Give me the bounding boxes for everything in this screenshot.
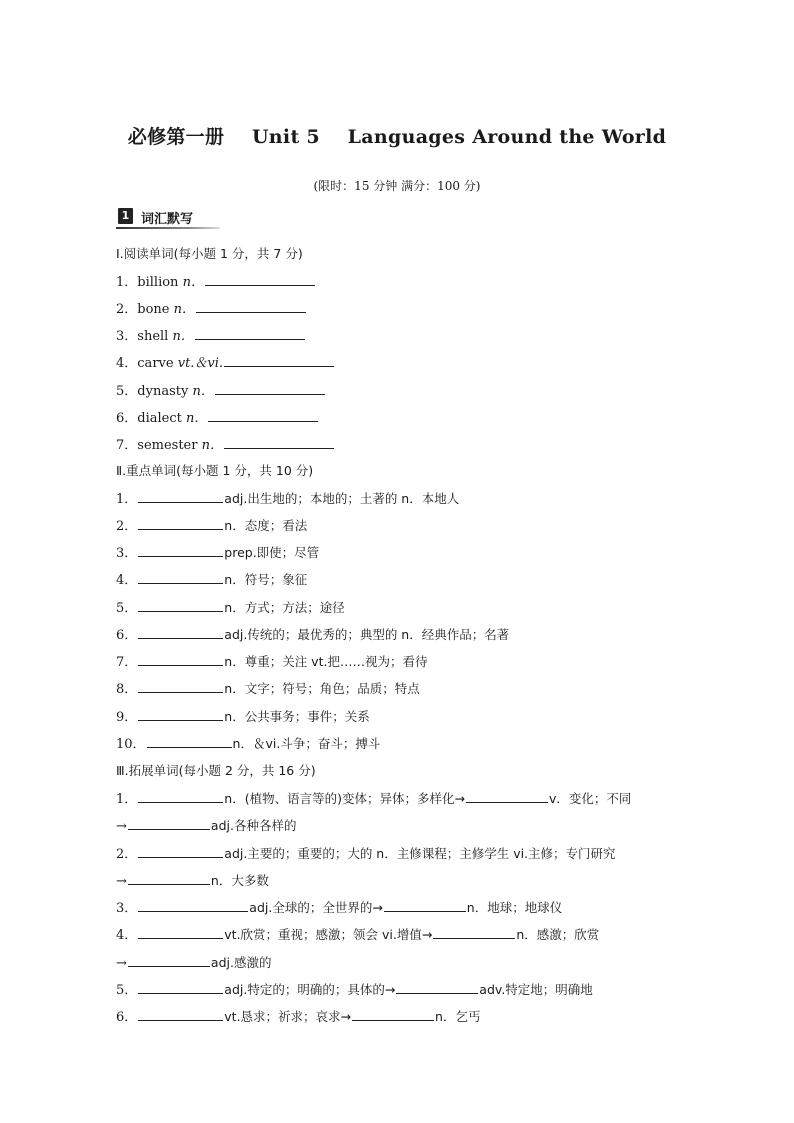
answer-blank[interactable]: [138, 844, 223, 858]
answer-blank[interactable]: [138, 1007, 223, 1021]
item-number: 1．: [116, 492, 138, 507]
list-item: [116, 353, 335, 373]
item-pos: n．: [201, 438, 223, 453]
item-number: 2．: [116, 847, 138, 862]
answer-blank[interactable]: [128, 816, 210, 830]
item-pos: n．: [182, 275, 204, 290]
list-item: [116, 707, 370, 727]
answer-blank[interactable]: [396, 980, 478, 994]
list-item: [116, 326, 306, 346]
item-number: 1．: [116, 275, 138, 290]
item-definition: adj.感激的: [210, 955, 272, 970]
answer-blank[interactable]: [224, 353, 334, 367]
list-item: [116, 789, 631, 809]
list-item: [116, 625, 509, 645]
answer-blank[interactable]: [138, 598, 223, 612]
item-definition: n．(植物、语言等的)变体；异体；多样化→: [224, 791, 465, 806]
answer-blank[interactable]: [215, 381, 325, 395]
answer-blank[interactable]: [128, 871, 210, 885]
arrow-icon: →: [116, 874, 127, 889]
item-definition: adj.出生地的；本地的；土著的 n．本地人: [224, 491, 460, 506]
item-number: 3．: [116, 901, 138, 916]
item-definition: n．乞丐: [435, 1009, 481, 1024]
item-pos: n．: [192, 384, 214, 399]
item-definition: v．变化；不同: [548, 791, 632, 806]
list-item: [116, 816, 296, 836]
item-definition: adv.特定地；明确地: [479, 982, 593, 997]
list-item: [116, 598, 345, 618]
answer-blank[interactable]: [433, 925, 515, 939]
section-title: 词汇默写: [141, 212, 194, 227]
item-number: 4．: [116, 928, 138, 943]
item-number: 10．: [116, 737, 146, 752]
list-item: [116, 435, 335, 455]
item-definition: adj.特定的；明确的；具体的→: [224, 982, 396, 997]
section-underline: [116, 227, 220, 229]
item-definition: n．大多数: [210, 873, 269, 888]
item-number: 8．: [116, 682, 138, 697]
answer-blank[interactable]: [195, 326, 305, 340]
answer-blank[interactable]: [138, 707, 223, 721]
section-number-badge: 1: [118, 208, 133, 224]
item-number: 4．: [116, 573, 138, 588]
answer-blank[interactable]: [138, 489, 223, 503]
part3-heading: Ⅲ.拓展单词(每小题 2 分，共 16 分): [116, 763, 316, 778]
item-definition: adj.各种各样的: [210, 818, 297, 833]
answer-blank[interactable]: [384, 898, 466, 912]
item-definition: n．符号；象征: [224, 572, 308, 587]
item-number: 3．: [116, 546, 138, 561]
list-item: [116, 652, 427, 672]
item-definition: prep.即使；尽管: [224, 545, 320, 560]
item-number: 3．: [116, 329, 138, 344]
item-number: 5．: [116, 601, 138, 616]
item-pos: n．: [172, 329, 194, 344]
item-number: 6．: [116, 411, 138, 426]
list-item: [116, 272, 316, 292]
list-item: [116, 489, 459, 509]
item-pos: n．: [173, 302, 196, 317]
answer-blank[interactable]: [138, 789, 223, 803]
item-definition: n．＆vi.斗争；奋斗；搏斗: [232, 736, 381, 751]
item-word: billion: [137, 275, 179, 290]
arrow-icon: →: [116, 819, 127, 834]
answer-blank[interactable]: [138, 679, 223, 693]
page-title: 必修第一册 Unit 5 Languages Around the World: [127, 126, 667, 148]
item-word: dynasty: [137, 384, 189, 399]
list-item: [116, 844, 616, 864]
item-number: 1．: [116, 792, 138, 807]
answer-blank[interactable]: [128, 953, 210, 967]
item-number: 6．: [116, 628, 138, 643]
list-item: [116, 543, 319, 563]
item-definition: n．地球；地球仪: [466, 900, 563, 915]
answer-blank[interactable]: [196, 299, 306, 313]
item-definition: n．方式；方法；途径: [224, 600, 345, 615]
answer-blank[interactable]: [138, 543, 223, 557]
time-and-score: (限时：15 分钟 满分：100 分): [313, 179, 481, 193]
list-item: [116, 408, 319, 428]
list-item: [116, 734, 380, 754]
item-definition: n．尊重；关注 vt.把……视为；看待: [224, 654, 428, 669]
list-item: [116, 570, 307, 590]
list-item: [116, 953, 271, 973]
list-item: [116, 381, 326, 401]
answer-blank[interactable]: [138, 980, 223, 994]
item-word: shell: [137, 329, 169, 344]
item-number: 7．: [116, 655, 138, 670]
list-item: [116, 516, 307, 536]
item-pos: vt.＆vi.: [177, 356, 224, 371]
item-number: 7．: [116, 438, 138, 453]
list-item: [116, 871, 269, 891]
arrow-icon: →: [116, 956, 127, 971]
list-item: [116, 1007, 480, 1027]
item-number: 4．: [116, 356, 138, 371]
item-definition: adj.全球的；全世界的→: [249, 900, 383, 915]
part1-heading: Ⅰ.阅读单词(每小题 1 分，共 7 分): [116, 246, 303, 261]
item-number: 2．: [116, 302, 138, 317]
item-definition: vt.欣赏；重视；感激；领会 vi.增值→: [224, 927, 433, 942]
item-number: 5．: [116, 983, 138, 998]
list-item: [116, 925, 599, 945]
item-definition: adj.主要的；重要的；大的 n．主修课程；主修学生 vi.主修；专门研究: [224, 846, 616, 861]
section-header: [116, 205, 220, 229]
list-item: [116, 679, 420, 699]
item-definition: n．态度；看法: [224, 518, 308, 533]
list-item: [116, 299, 307, 319]
item-definition: n．文字；符号；角色；品质；特点: [224, 681, 420, 696]
answer-blank[interactable]: [138, 570, 223, 584]
item-number: 2．: [116, 519, 138, 534]
item-number: 6．: [116, 1010, 138, 1025]
item-number: 5．: [116, 384, 138, 399]
list-item: [116, 980, 593, 1000]
item-number: 9．: [116, 710, 138, 725]
item-word: semester: [137, 438, 198, 453]
answer-blank[interactable]: [208, 408, 318, 422]
item-definition: adj.传统的；最优秀的；典型的 n．经典作品；名著: [224, 627, 510, 642]
answer-blank[interactable]: [147, 734, 232, 748]
item-definition: n．公共事务；事件；关系: [224, 709, 370, 724]
answer-blank[interactable]: [138, 898, 248, 912]
answer-blank[interactable]: [138, 516, 223, 530]
list-item: [116, 898, 562, 918]
answer-blank[interactable]: [138, 652, 223, 666]
item-word: bone: [137, 302, 170, 317]
answer-blank[interactable]: [205, 272, 315, 286]
answer-blank[interactable]: [466, 789, 548, 803]
answer-blank[interactable]: [352, 1007, 434, 1021]
item-word: dialect: [137, 411, 182, 426]
item-definition: n．感激；欣赏: [516, 927, 600, 942]
item-definition: vt.恳求；祈求；哀求→: [224, 1009, 352, 1024]
answer-blank[interactable]: [138, 925, 223, 939]
item-pos: n．: [186, 411, 208, 426]
answer-blank[interactable]: [224, 435, 334, 449]
answer-blank[interactable]: [138, 625, 223, 639]
part2-heading: Ⅱ.重点单词(每小题 1 分，共 10 分): [116, 463, 314, 478]
item-word: carve: [137, 356, 174, 371]
